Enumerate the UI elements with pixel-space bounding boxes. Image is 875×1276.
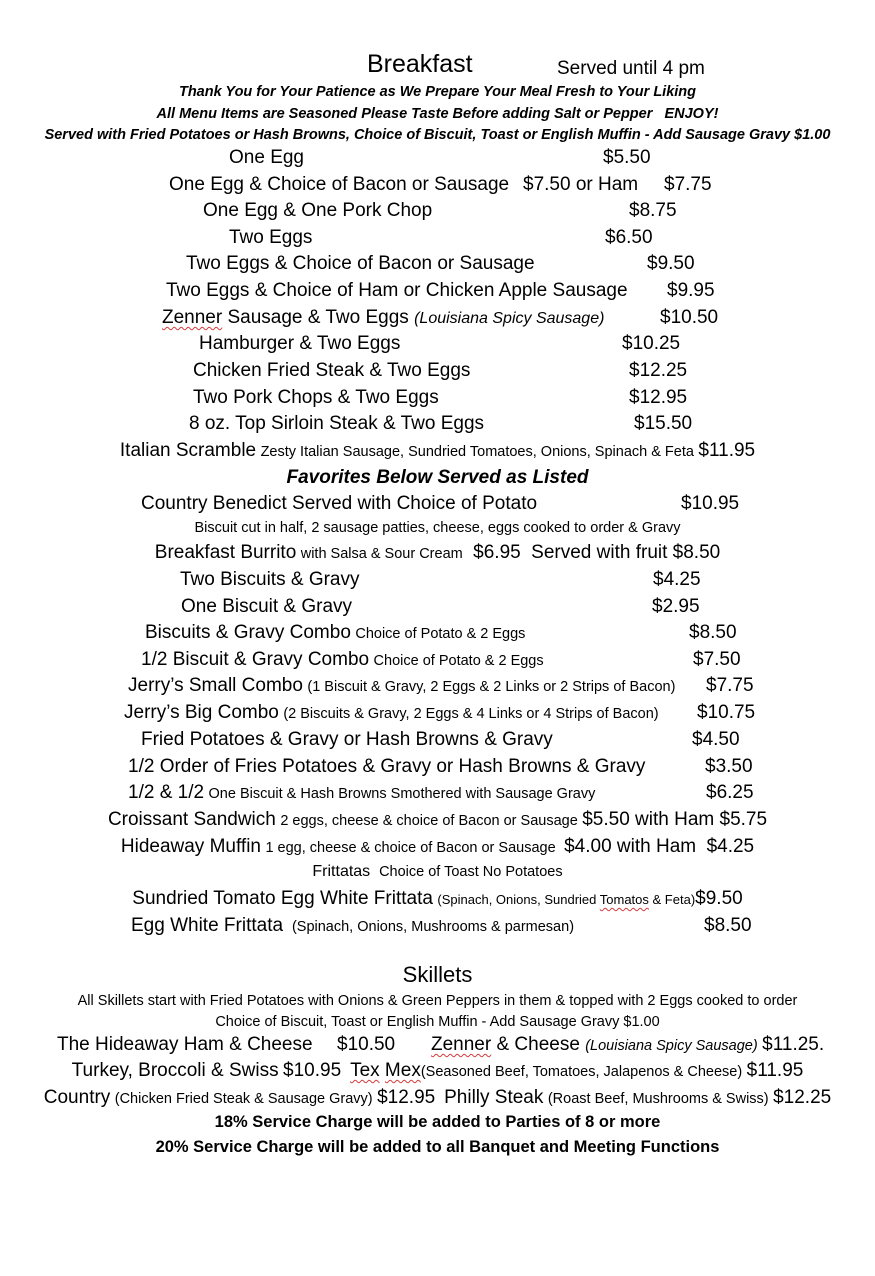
item-name-part: Sausage & Two Eggs [222, 307, 415, 328]
served-until: Served until 4 pm [557, 58, 705, 79]
service-charge-note: 20% Service Charge will be added to all Banquet and Meeting Functions [155, 1138, 720, 1156]
item-desc-part: & Feta) [648, 892, 696, 907]
note-line [0, 106, 875, 122]
skillet-desc: (Louisiana Spicy Sausage) [585, 1038, 758, 1054]
skillet-row-3 [0, 1087, 875, 1109]
item-name: Two Pork Chops & Two Eggs [193, 387, 439, 408]
item-name: Two Eggs [229, 227, 313, 248]
item-name: 1/2 Order of Fries Potatoes & Gravy or Hash Browns & Gravy [128, 756, 646, 777]
item-price: $5.50 with Ham $5.75 [582, 809, 768, 830]
skillet-desc: (Seasoned Beef, Tomatoes, Jalapenos & Cheese) [420, 1064, 743, 1080]
item-row [128, 675, 675, 697]
skillet-price: $10.95 [283, 1060, 342, 1081]
item-price: $4.25 [706, 836, 755, 857]
skillet-row [431, 1034, 824, 1056]
item-name: 8 oz. Top Sirloin Steak & Two Eggs [189, 413, 485, 434]
item-name: Egg White Frittata [131, 915, 284, 936]
item-name: 1/2 & 1/2 [128, 782, 205, 803]
item-name: One Egg [229, 147, 304, 168]
item-price: $9.95 [667, 280, 715, 301]
item-name: Hamburger & Two Eggs [199, 333, 401, 354]
enjoy-text: ENJOY! [664, 106, 719, 122]
item-price: $8.75 [629, 200, 677, 221]
item-desc: with Salsa & Sour Cream [300, 546, 463, 562]
skillets-note: Choice of Biscuit, Toast or English Muffin - Add Sausage Gravy $1.00 [215, 1014, 660, 1030]
item-name: Hideaway Muffin [120, 836, 261, 857]
item-name: Biscuits & Gravy Combo [145, 622, 351, 643]
item-extra: Served with fruit $8.50 [531, 542, 721, 563]
item-name: Country Benedict Served with Choice of Potato [141, 493, 538, 514]
item-price: $4.50 [692, 729, 740, 750]
skillet-name: Country [43, 1087, 111, 1108]
skillet-price: $11.25. [762, 1034, 825, 1055]
frittatas-heading: Frittatas [312, 863, 371, 880]
item-row [124, 702, 659, 724]
item-desc: 2 eggs, cheese & choice of Bacon or Sausage [280, 813, 578, 829]
skillet-name-part: Mex [384, 1060, 421, 1081]
item-name: Two Eggs & Choice of Ham or Chicken Apple Sausage [166, 280, 628, 301]
item-price: $6.50 [605, 227, 653, 248]
item-price: $7.75 [664, 174, 712, 195]
item-name: Two Eggs & Choice of Bacon or Sausage [186, 253, 535, 274]
item-row-sundried-frittata [0, 888, 875, 910]
item-price: $12.25 [629, 360, 688, 381]
frittatas-heading-row [0, 863, 875, 881]
item-price: $3.50 [705, 756, 753, 777]
item-name-part: Zenner [162, 307, 223, 328]
item-price: $8.50 [689, 622, 737, 643]
item-row [141, 649, 544, 671]
item-price: $9.50 [647, 253, 695, 274]
item-price: $10.25 [622, 333, 681, 354]
note-line: Served with Fried Potatoes or Hash Browns, Choice of Biscuit, Toast or English Muffin - Add Sausage Gravy $1.00 [44, 127, 831, 143]
item-desc: One Biscuit & Hash Browns Smothered with Sausage Gravy [208, 786, 596, 802]
item-name: Sundried Tomato Egg White Frittata [132, 888, 433, 909]
item-desc: (Louisiana Spicy Sausage) [414, 310, 605, 327]
skillet-price: $11.95 [746, 1060, 804, 1081]
item-desc: Zesty Italian Sausage, Sundried Tomatoes, Onions, Spinach & Feta [260, 444, 694, 460]
item-price: $10.75 [697, 702, 756, 723]
item-name [162, 307, 604, 329]
item-price: $15.50 [634, 413, 693, 434]
favorites-heading: Favorites Below Served as Listed [286, 467, 589, 488]
item-price: $6.95 [473, 542, 521, 563]
item-desc-part: (Spinach, Onions, Sundried [437, 892, 600, 907]
frittatas-note: Choice of Toast No Potatoes [379, 864, 563, 880]
skillet-desc: (Roast Beef, Mushrooms & Swiss) [547, 1091, 769, 1107]
skillet-price: $12.25 [773, 1087, 832, 1108]
item-desc: (Spinach, Onions, Mushrooms & parmesan) [291, 919, 575, 935]
item-row-burrito [0, 542, 875, 564]
item-price: $9.50 [695, 888, 743, 909]
item-name: Jerry’s Big Combo [124, 702, 279, 723]
item-name: Italian Scramble [119, 440, 257, 461]
skillets-heading: Skillets [402, 962, 473, 987]
skillets-note: All Skillets start with Fried Potatoes with Onions & Green Peppers in them & topped with 2 Eggs cooked to order [77, 993, 798, 1009]
item-row [128, 782, 595, 804]
item-price: $6.25 [706, 782, 754, 803]
item-name: Jerry’s Small Combo [128, 675, 303, 696]
item-price: $8.50 [704, 915, 752, 936]
item-desc: 1 egg, cheese & choice of Bacon or Sausage [265, 840, 556, 856]
skillet-name: Philly Steak [444, 1087, 544, 1108]
item-name: One Biscuit & Gravy [181, 596, 353, 617]
item-price: $7.50 or Ham [523, 174, 639, 195]
item-price: $5.50 [603, 147, 651, 168]
item-name: Chicken Fried Steak & Two Eggs [193, 360, 471, 381]
item-desc [437, 892, 695, 907]
service-charge-note: 18% Service Charge will be added to Parties of 8 or more [214, 1113, 661, 1131]
item-desc: Choice of Potato & 2 Eggs [355, 626, 526, 642]
item-price: $4.00 with Ham [564, 836, 697, 857]
item-name: Croissant Sandwich [107, 809, 276, 830]
item-price: $11.95 [698, 440, 756, 461]
item-name: One Egg & Choice of Bacon or Sausage [169, 174, 510, 195]
item-price: $7.75 [706, 675, 754, 696]
item-price: $10.50 [660, 307, 719, 328]
item-desc: (2 Biscuits & Gravy, 2 Eggs & 4 Links or 4 Strips of Bacon) [283, 706, 659, 722]
note-text: All Menu Items are Seasoned Please Taste Before adding Salt or Pepper [156, 106, 653, 122]
item-desc: Choice of Potato & 2 Eggs [373, 653, 544, 669]
item-price: $7.50 [693, 649, 741, 670]
item-row-hideaway-muffin [0, 836, 875, 858]
item-row-italian-scramble [0, 440, 875, 462]
item-row [131, 915, 574, 937]
item-desc-part: Tomatos [599, 892, 649, 907]
note-line: Thank You for Your Patience as We Prepare Your Meal Fresh to Your Liking [178, 84, 697, 100]
item-name: Breakfast Burrito [154, 542, 297, 563]
skillet-price: $10.50 [337, 1034, 396, 1055]
skillet-name: The Hideaway Ham & Cheese [57, 1034, 313, 1055]
item-name: One Egg & One Pork Chop [203, 200, 433, 221]
item-price: $12.95 [629, 387, 688, 408]
breakfast-title: Breakfast [367, 50, 473, 78]
item-desc: (1 Biscuit & Gravy, 2 Eggs & 2 Links or 2 Strips of Bacon) [307, 679, 676, 695]
item-price: $4.25 [653, 569, 701, 590]
item-row-croissant [0, 809, 875, 831]
skillet-row-2 [0, 1060, 875, 1082]
item-row [145, 622, 525, 644]
skillet-name-part: Zenner [431, 1034, 492, 1055]
item-name: Fried Potatoes & Gravy or Hash Browns & Gravy [141, 729, 553, 750]
skillet-price: $12.95 [377, 1087, 436, 1108]
skillet-name-part: & Cheese [491, 1034, 586, 1055]
item-note: Biscuit cut in half, 2 sausage patties, cheese, eggs cooked to order & Gravy [194, 520, 681, 536]
item-price: $10.95 [681, 493, 740, 514]
item-name: 1/2 Biscuit & Gravy Combo [141, 649, 370, 670]
skillet-desc: (Chicken Fried Steak & Sausage Gravy) [114, 1091, 373, 1107]
item-name: Two Biscuits & Gravy [180, 569, 360, 590]
skillet-name-part: Tex [350, 1060, 380, 1081]
item-price: $2.95 [652, 596, 700, 617]
skillet-name: Turkey, Broccoli & Swiss [71, 1060, 279, 1081]
